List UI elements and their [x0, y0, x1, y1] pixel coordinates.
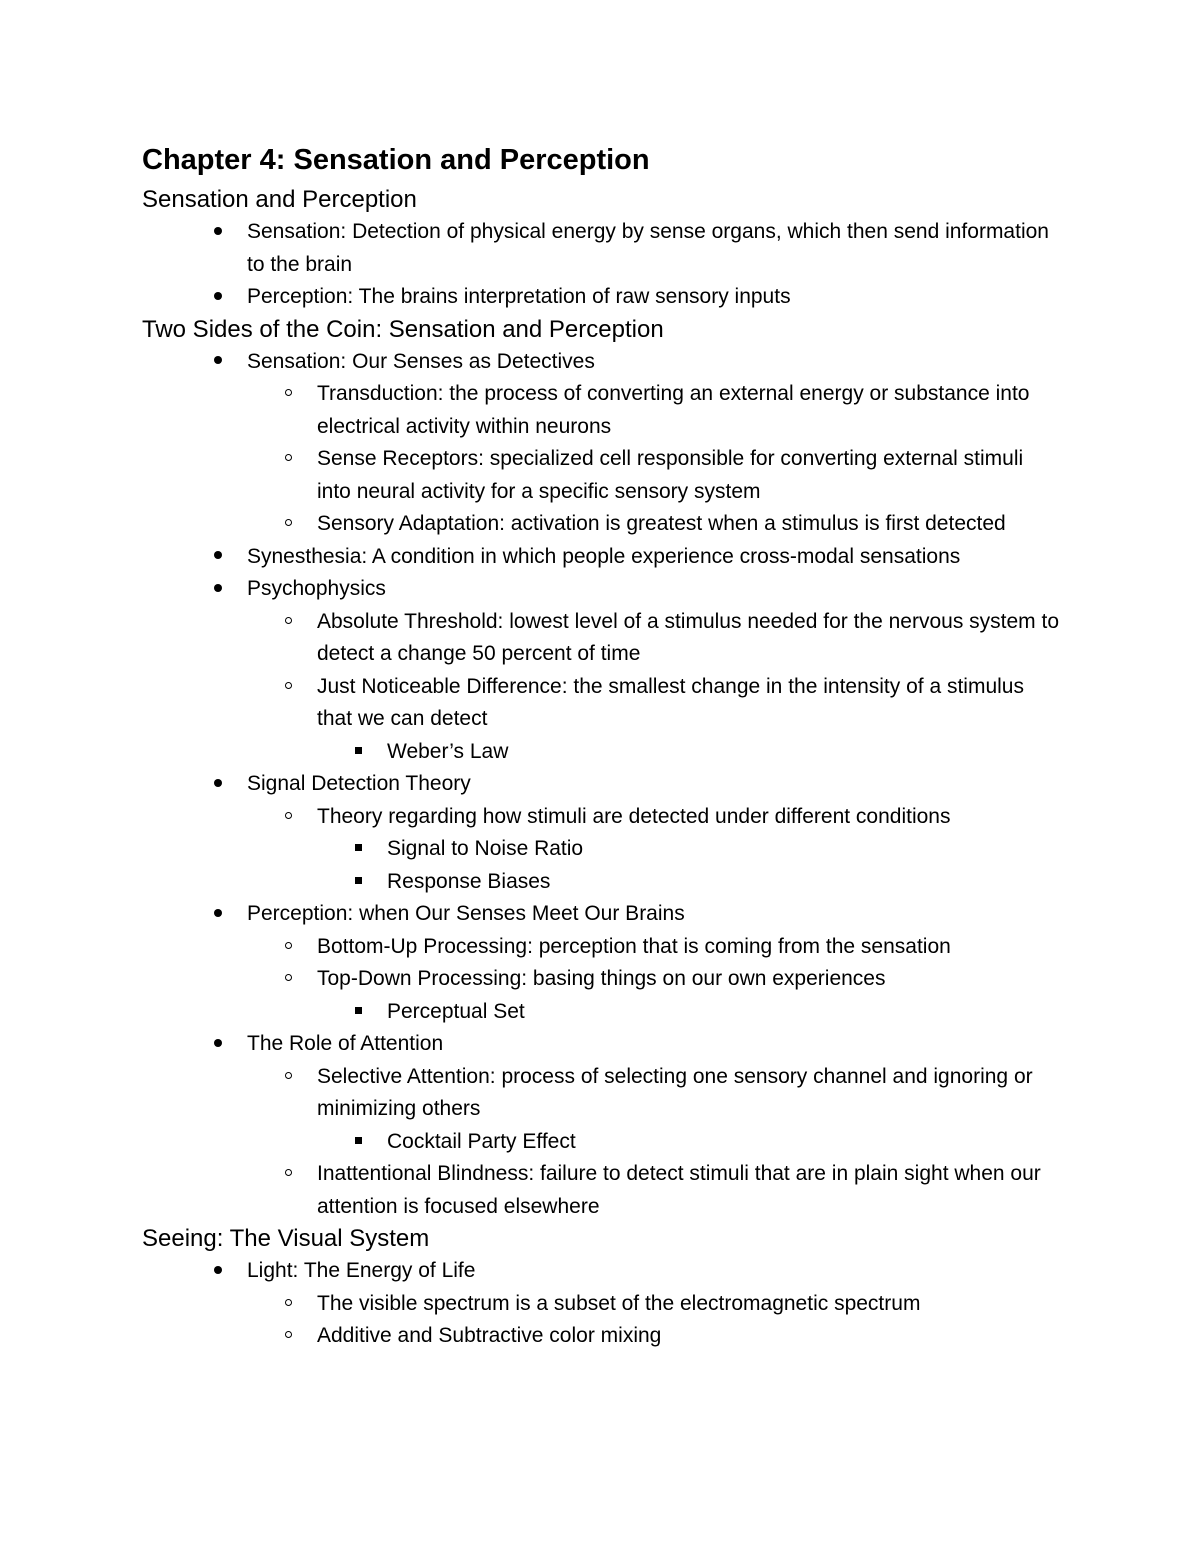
list-item-text: Sensation: Detection of physical energy by sense organs, which then send information to the brain	[247, 220, 1049, 276]
list-item	[142, 378, 1062, 443]
bullet-circle-icon	[278, 1061, 298, 1094]
bullet-disc-icon	[208, 898, 228, 931]
list-item-text: Weber’s Law	[387, 739, 509, 763]
section-heading: Sensation and Perception	[142, 186, 417, 213]
bullet-circle-icon	[278, 931, 298, 964]
bullet-disc-icon	[208, 281, 228, 314]
bullet-disc-icon	[208, 216, 228, 249]
bullet-circle-icon	[278, 443, 298, 476]
list-item	[142, 866, 1062, 899]
list-item-text: Selective Attention: process of selecting one sensory channel and ignoring or minimizing others	[317, 1064, 1033, 1120]
page-title: Chapter 4: Sensation and Perception	[142, 144, 650, 176]
list-item	[142, 801, 1062, 834]
list-item	[142, 931, 1062, 964]
bullet-circle-icon	[278, 963, 298, 996]
list-item-text: Psychophysics	[247, 577, 386, 600]
bullet-circle-icon	[278, 508, 298, 541]
bullet-list	[142, 346, 1062, 1224]
list-item	[142, 996, 1062, 1029]
list-item-text: Signal Detection Theory	[247, 772, 471, 795]
list-item	[142, 1061, 1062, 1126]
list-item	[142, 1028, 1062, 1061]
list-item-text: Theory regarding how stimuli are detected under different conditions	[317, 804, 951, 828]
list-item-text: Inattentional Blindness: failure to detect stimuli that are in plain sight when our attention is focused elsewhere	[317, 1162, 1041, 1218]
list-item-text: Bottom-Up Processing: perception that is coming from the sensation	[317, 934, 951, 958]
list-item-text: Sense Receptors: specialized cell responsible for converting external stimuli into neural activity for a specific sensory system	[317, 447, 1024, 503]
section-heading: Seeing: The Visual System	[142, 1225, 430, 1252]
list-item-text: Response Biases	[387, 869, 551, 893]
list-item-text: Light: The Energy of Life	[247, 1259, 476, 1282]
list-item	[142, 606, 1062, 671]
list-item	[142, 736, 1062, 769]
bullet-square-icon	[348, 1126, 368, 1159]
list-item	[142, 443, 1062, 508]
list-item	[142, 768, 1062, 801]
list-item	[142, 898, 1062, 931]
section-heading: Two Sides of the Coin: Sensation and Perception	[142, 315, 664, 343]
bullet-circle-icon	[278, 671, 298, 704]
bullet-circle-icon	[278, 1288, 298, 1321]
bullet-disc-icon	[208, 1028, 228, 1061]
bullet-disc-icon	[208, 573, 228, 606]
list-item	[142, 216, 1062, 281]
list-item-text: Transduction: the process of converting an external energy or substance into electrical activity within neurons	[317, 382, 1030, 438]
list-item	[142, 1158, 1062, 1223]
bullet-circle-icon	[278, 1158, 298, 1191]
list-item	[142, 281, 1062, 314]
bullet-circle-icon	[278, 606, 298, 639]
list-item	[142, 346, 1062, 379]
bullet-disc-icon	[208, 541, 228, 574]
bullet-square-icon	[348, 833, 368, 866]
list-item	[142, 1320, 1062, 1353]
list-item	[142, 1255, 1062, 1288]
list-item-text: Absolute Threshold: lowest level of a stimulus needed for the nervous system to detect a change 50 percent of time	[317, 609, 1060, 665]
bullet-disc-icon	[208, 1255, 228, 1288]
bullet-circle-icon	[278, 1320, 298, 1353]
list-item-text: Cocktail Party Effect	[387, 1129, 576, 1153]
list-item	[142, 1126, 1062, 1159]
list-item-text: Perception: when Our Senses Meet Our Brains	[247, 902, 685, 925]
list-item-text: The Role of Attention	[247, 1032, 444, 1055]
list-item	[142, 541, 1062, 574]
bullet-square-icon	[348, 736, 368, 769]
list-item	[142, 833, 1062, 866]
list-item	[142, 1288, 1062, 1321]
bullet-disc-icon	[208, 768, 228, 801]
bullet-disc-icon	[208, 346, 228, 379]
bullet-circle-icon	[278, 378, 298, 411]
list-item-text: Additive and Subtractive color mixing	[317, 1324, 662, 1347]
bullet-circle-icon	[278, 801, 298, 834]
bullet-square-icon	[348, 866, 368, 899]
list-item-text: Top-Down Processing: basing things on our own experiences	[317, 967, 886, 990]
list-item-text: Sensation: Our Senses as Detectives	[247, 349, 595, 373]
list-item-text: Just Noticeable Difference: the smallest change in the intensity of a stimulus that we can detect	[317, 674, 1024, 730]
bullet-list	[142, 216, 1062, 314]
list-item-text: The visible spectrum is a subset of the electromagnetic spectrum	[317, 1291, 921, 1315]
list-item-text: Sensory Adaptation: activation is greatest when a stimulus is first detected	[317, 512, 1006, 535]
list-item-text: Perception: The brains interpretation of raw sensory inputs	[247, 285, 791, 308]
list-item	[142, 671, 1062, 736]
bullet-square-icon	[348, 996, 368, 1029]
bullet-list	[142, 1255, 1062, 1353]
list-item-text: Perceptual Set	[387, 999, 525, 1023]
list-item	[142, 508, 1062, 541]
list-item	[142, 963, 1062, 996]
document-page	[142, 140, 1062, 1353]
list-item-text: Signal to Noise Ratio	[387, 837, 584, 860]
list-item	[142, 573, 1062, 606]
document-body	[142, 184, 1062, 1353]
list-item-text: Synesthesia: A condition in which people experience cross-modal sensations	[247, 544, 961, 568]
